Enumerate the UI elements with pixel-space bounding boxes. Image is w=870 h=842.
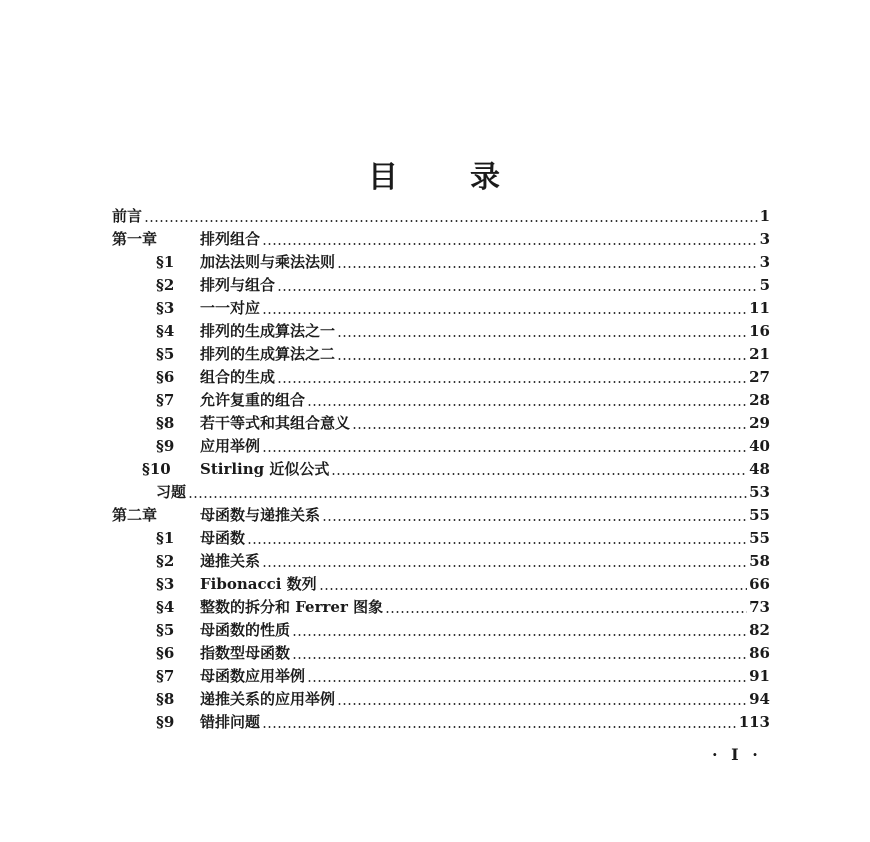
toc-entry[interactable]: [112, 366, 770, 389]
toc-entry-title: 错排问题: [200, 711, 262, 734]
dot-leader: [188, 496, 747, 498]
toc-entry[interactable]: [112, 297, 770, 320]
dot-leader: [262, 565, 747, 567]
dot-leader: [319, 588, 747, 590]
toc-entry-title: 应用举例: [200, 435, 262, 458]
toc-entry-title: 加法法则与乘法法则: [200, 251, 337, 274]
dot-leader: [262, 450, 747, 452]
toc-page-number: 55: [747, 527, 770, 550]
dot-leader: [144, 220, 758, 222]
toc-entry-line: [200, 596, 770, 619]
toc-entry[interactable]: [112, 619, 770, 642]
toc-entry-line: [200, 550, 770, 573]
toc-entry-line: [112, 205, 770, 228]
toc-entry-line: [200, 711, 770, 734]
toc-entry-line: [200, 504, 770, 527]
toc-entry-line: [200, 297, 770, 320]
toc-section-number: §4: [156, 322, 175, 340]
toc-entry[interactable]: [112, 711, 770, 734]
toc-entry-line: [200, 389, 770, 412]
dot-leader: [292, 657, 747, 659]
page-number: · I ·: [712, 745, 762, 764]
toc-section-number: §7: [156, 391, 175, 409]
toc-entry-title: 排列的生成算法之一: [200, 320, 337, 343]
dot-leader: [337, 266, 758, 268]
dot-leader: [331, 473, 747, 475]
toc-entry-title: 整数的拆分和 Ferrer 图象: [200, 596, 385, 619]
dot-leader: [307, 404, 747, 406]
dot-leader: [352, 427, 747, 429]
toc-page-number: 82: [747, 619, 770, 642]
toc-entry-title: 指数型母函数: [200, 642, 292, 665]
toc-entry[interactable]: [112, 412, 770, 435]
toc-entry[interactable]: [112, 481, 770, 504]
toc-page-number: 86: [747, 642, 770, 665]
toc-section-number: §3: [156, 575, 175, 593]
toc-entry-title: 递推关系的应用举例: [200, 688, 337, 711]
toc-page-number: 16: [747, 320, 770, 343]
toc-entry[interactable]: [112, 527, 770, 550]
toc-entry-line: [200, 435, 770, 458]
toc-entry-line: [200, 665, 770, 688]
toc-entry-title: 允许复重的组合: [200, 389, 307, 412]
toc-entry-line: [200, 274, 770, 297]
toc-entry[interactable]: [112, 274, 770, 297]
toc-page-number: 113: [737, 711, 770, 734]
toc-entry[interactable]: [112, 665, 770, 688]
dot-leader: [277, 289, 758, 291]
toc-entry[interactable]: [112, 343, 770, 366]
toc-entry[interactable]: [112, 228, 770, 251]
toc-entry[interactable]: [112, 458, 770, 481]
toc-entry-line: [200, 573, 770, 596]
dot-leader: [337, 335, 747, 337]
toc-section-number: §3: [156, 299, 175, 317]
toc-page-number: 27: [747, 366, 770, 389]
toc-entry-line: [200, 251, 770, 274]
toc-page-number: 28: [747, 389, 770, 412]
toc-section-number: 第一章: [112, 230, 158, 248]
toc-section-number: §6: [156, 644, 175, 662]
toc-entry-line: [200, 527, 770, 550]
toc-entry-line: [200, 619, 770, 642]
toc-page-number: 73: [747, 596, 770, 619]
toc-entry-title: 一一对应: [200, 297, 262, 320]
toc-entry[interactable]: [112, 688, 770, 711]
toc-section-number: §6: [156, 368, 175, 386]
toc-entry-title: 排列的生成算法之二: [200, 343, 337, 366]
toc-page-number: 29: [747, 412, 770, 435]
toc-page-number: 1: [758, 205, 770, 228]
dot-leader: [337, 358, 747, 360]
toc-page-number: 40: [747, 435, 770, 458]
toc-entry-title: 母函数与递推关系: [200, 504, 322, 527]
title-char-2: 录: [470, 160, 502, 195]
dot-leader: [307, 680, 747, 682]
toc-section-number: §9: [156, 437, 175, 455]
toc-entry-title: 母函数应用举例: [200, 665, 307, 688]
toc-section-number: §5: [156, 345, 175, 363]
toc-entry-line: [200, 228, 770, 251]
toc-entry-line: [200, 412, 770, 435]
toc-entry-line: [200, 688, 770, 711]
dot-leader: [277, 381, 747, 383]
toc-entry-line: [200, 642, 770, 665]
toc-page-number: 53: [747, 481, 770, 504]
toc-entry[interactable]: [112, 504, 770, 527]
toc-page-number: 55: [747, 504, 770, 527]
toc-entry-title: Stirling 近似公式: [200, 458, 331, 481]
title-char-1: 目: [368, 160, 400, 195]
toc-entry-title: 排列与组合: [200, 274, 277, 297]
toc-section-number: §4: [156, 598, 175, 616]
toc-entry-line: [200, 366, 770, 389]
toc-entry-line: [200, 320, 770, 343]
toc-page-number: 91: [747, 665, 770, 688]
toc-page-number: 66: [747, 573, 770, 596]
dot-leader: [262, 243, 758, 245]
dot-leader: [322, 519, 747, 521]
page-title: [0, 152, 870, 196]
toc-entry-title: 递推关系: [200, 550, 262, 573]
toc-entry-title: 排列组合: [200, 228, 262, 251]
toc-page-number: 11: [747, 297, 770, 320]
toc-entry[interactable]: [112, 596, 770, 619]
toc-page-number: 3: [758, 228, 770, 251]
toc-section-number: §5: [156, 621, 175, 639]
toc-page-number: 94: [747, 688, 770, 711]
dot-leader: [292, 634, 747, 636]
table-of-contents: [112, 205, 770, 734]
toc-entry[interactable]: [112, 573, 770, 596]
toc-entry-title: 母函数的性质: [200, 619, 292, 642]
dot-leader: [262, 312, 747, 314]
toc-section-number: §10: [142, 460, 171, 478]
toc-entry-title: Fibonacci 数列: [200, 573, 319, 596]
toc-entry-line: [200, 458, 770, 481]
toc-section-number: §9: [156, 713, 175, 731]
toc-page-number: 58: [747, 550, 770, 573]
toc-section-number: §1: [156, 529, 175, 547]
toc-entry[interactable]: [112, 642, 770, 665]
toc-entry-title: 母函数: [200, 527, 247, 550]
toc-section-number: §2: [156, 552, 175, 570]
toc-section-number: §1: [156, 253, 175, 271]
toc-entry-title: 习题: [156, 481, 188, 504]
toc-entry-line: [200, 343, 770, 366]
dot-leader: [247, 542, 747, 544]
toc-page-number: 48: [747, 458, 770, 481]
toc-entry-title: 组合的生成: [200, 366, 277, 389]
dot-leader: [385, 611, 747, 613]
toc-entry-title: 若干等式和其组合意义: [200, 412, 352, 435]
toc-page-number: 3: [758, 251, 770, 274]
toc-entry-line: [156, 481, 770, 504]
toc-page-number: 21: [747, 343, 770, 366]
toc-entry[interactable]: [112, 320, 770, 343]
toc-section-number: §8: [156, 690, 175, 708]
toc-section-number: §8: [156, 414, 175, 432]
toc-entry[interactable]: [112, 251, 770, 274]
dot-leader: [337, 703, 747, 705]
toc-entry-title: 前言: [112, 205, 144, 228]
toc-entry[interactable]: [112, 205, 770, 228]
toc-entry[interactable]: [112, 550, 770, 573]
dot-leader: [262, 726, 737, 728]
toc-entry[interactable]: [112, 389, 770, 412]
toc-section-number: 第二章: [112, 506, 158, 524]
toc-page-number: 5: [758, 274, 770, 297]
toc-section-number: §7: [156, 667, 175, 685]
toc-entry[interactable]: [112, 435, 770, 458]
toc-section-number: §2: [156, 276, 175, 294]
